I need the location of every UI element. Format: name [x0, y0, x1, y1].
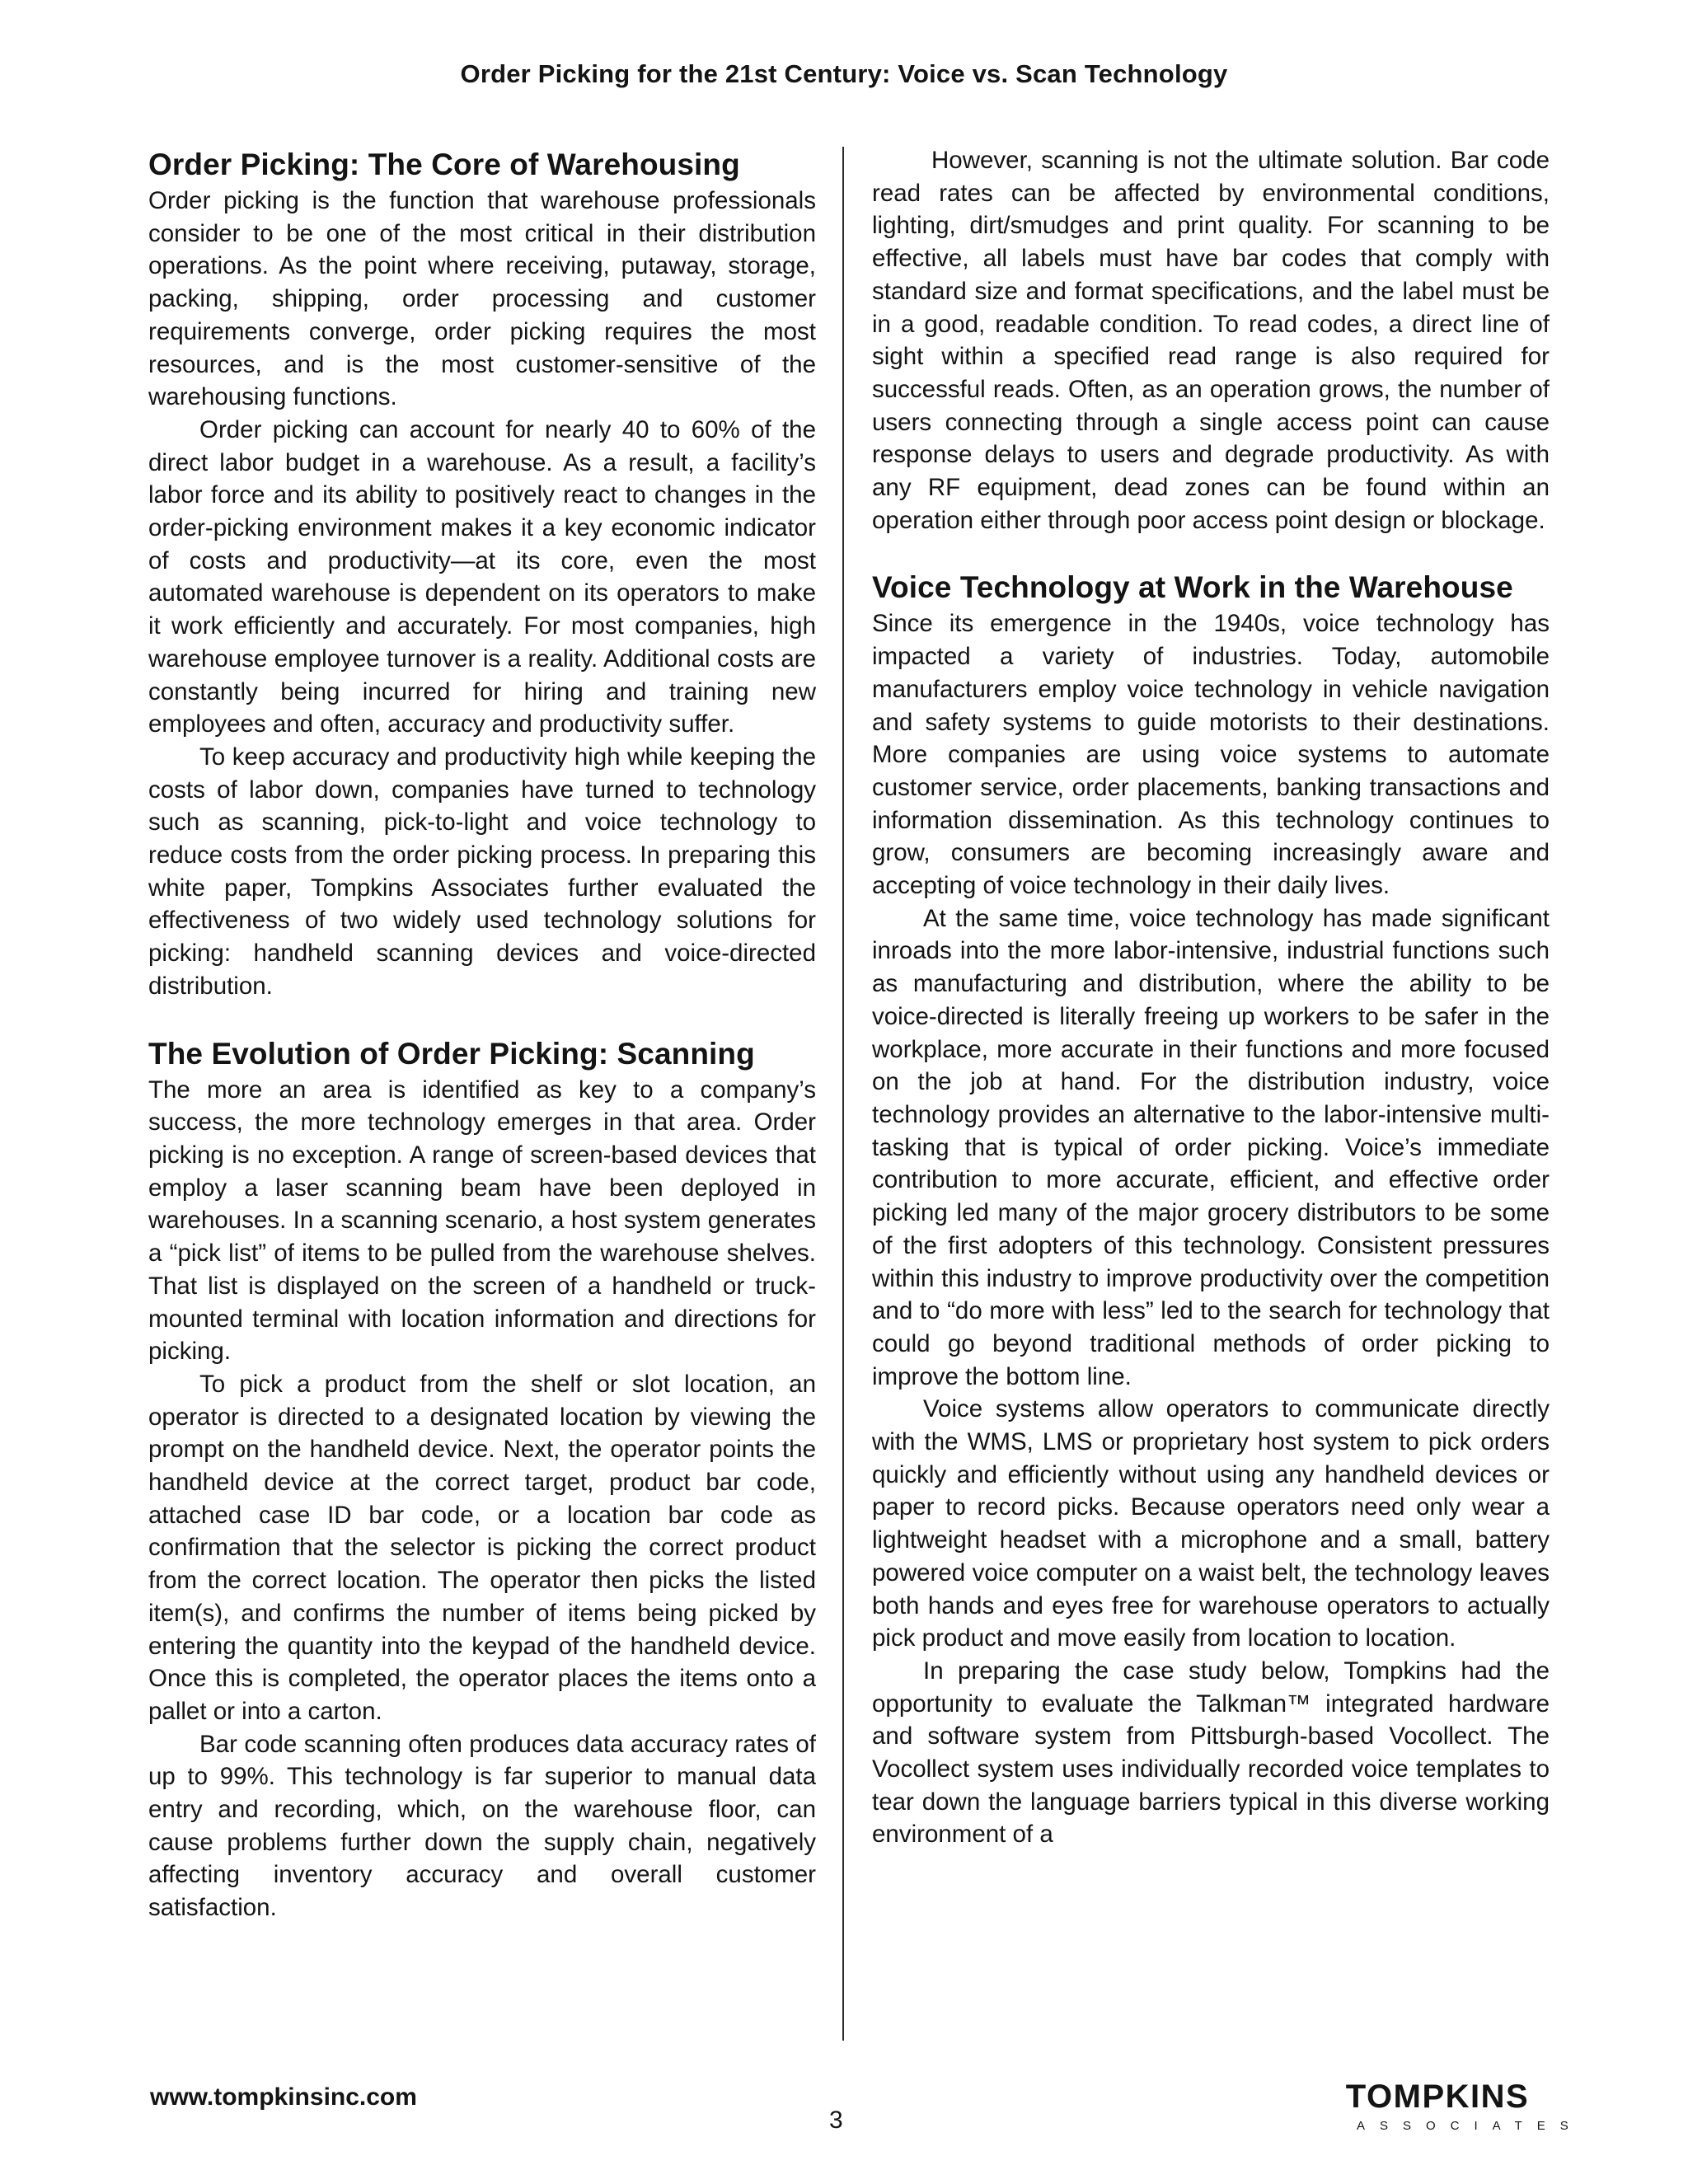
paragraph: Bar code scanning often produces data accuracy rates of up to 99%. This technology is far superior to manual data entry and recording, which, on the warehouse floor, can cause problems further down the supply chain, negatively affecting inventory accuracy and overall customer satisfaction. — [148, 1730, 816, 1922]
paragraph: At the same time, voice technology has made significant inroads into the more labor-intensive, industrial functions such as manufacturing and distribution, where the ability to be voice-directed is literally freeing up workers to be safer in the workplace, more accurate in their functions and more focused on the job at hand. For the distribution industry, voice technology provides an alternative to the labor-intensive multi-tasking that is typical of order picking. Voice’s immediate contribution to more accurate, efficient, and effective order picking led many of the major grocery distributors to be some of the first adopters of this technology. Consistent pressures within this industry to improve productivity over the competition and to “do more with less” led to the search for technology that could go beyond traditional methods of order picking to improve the bottom line. — [872, 904, 1550, 1390]
paragraph: Order picking can account for nearly 40 to 60% of the direct labor budget in a warehouse. As a result, a facility’s labor force and its ability to positively react to changes in the order-picking environment makes it a key economic indicator of costs and productivity—at its core, even the most automated warehouse is dependent on its operators to make it work efficiently and accurately. For most companies, high warehouse employee turnover is a reality. Additional costs are constantly being incurred for hiring and training new employees and often, accuracy and productivity suffer. — [148, 415, 816, 738]
logo-subtitle: ASSOCIATES — [1357, 2119, 1583, 2133]
column-divider — [842, 147, 844, 2041]
paragraph: To pick a product from the shelf or slot location, an operator is directed to a designated location by viewing the prompt on the handheld device. Next, the operator points the handheld device at the correct target, product bar code, attached case ID bar code, or a location bar code as confirmation that the selector is picking the correct product from the correct location. The operator then picks the listed item(s), and confirms the number of items being picked by entering the quantity into the keypad of the handheld device. Once this is completed, the operator places the items onto a pallet or into a carton. — [148, 1370, 816, 1725]
section-heading-evolution-scanning: The Evolution of Order Picking: Scanning — [148, 1036, 755, 1071]
right-column — [872, 144, 1550, 1851]
paragraph: However, scanning is not the ultimate solution. Bar code read rates can be affected by environmental conditions, lighting, dirt/smudges and print quality. For scanning to be effective, all labels must have bar codes that comply with standard size and format specifications, and the label must be in a good, readable condition. To read codes, a direct line of sight within a specified read range is also required for successful reads. Often, as an operation grows, the number of users connecting through a single access point can cause response delays to users and degrade productivity. As with any RF equipment, dead zones can be found within an operation either through poor access point design or blockage. — [872, 147, 1550, 534]
footer-website-link[interactable]: www.tompkinsinc.com — [150, 2083, 417, 2111]
paragraph: In preparing the case study below, Tompkins had the opportunity to evaluate the Talkman™ integrated hardware and software system from Pittsburgh-based Vocollect. The Vocollect system uses individually recorded voice templates to tear down the language barriers typical in this diverse working environment of a — [872, 1657, 1550, 1849]
paragraph: The more an area is identified as key to a company’s success, the more technology emerges in that area. Order picking is no exception. A range of screen-based devices that employ a laser scanning beam have been deployed in warehouses. In a scanning scenario, a host system generates a “pick list” of items to be pulled from the warehouse shelves. That list is displayed on the screen of a handheld or truck-mounted terminal with location information and directions for picking. — [148, 1076, 816, 1366]
tompkins-associates-logo — [1342, 2079, 1583, 2135]
section-gap — [148, 1003, 816, 1034]
left-column — [148, 145, 816, 1924]
paragraph: Since its emergence in the 1940s, voice technology has impacted a variety of industries. Today, automobile manufacturers employ voice technology in vehicle navigation and safety systems to guide motorists to their destinations. More companies are using voice systems to automate customer service, order placements, banking transactions and information dissemination. As this technology continues to grow, consumers are becoming increasingly aware and accepting of voice technology in their daily lives. — [872, 610, 1550, 900]
paragraph: To keep accuracy and productivity high while keeping the costs of labor down, companies have turned to technology such as scanning, pick-to-light and voice technology to reduce costs from the order picking process. In preparing this white paper, Tompkins Associates further evaluated the effectiveness of two widely used technology solutions for picking: handheld scanning devices and voice-directed distribution. — [148, 743, 816, 1000]
section-heading-core-of-warehousing: Order Picking: The Core of Warehousing — [148, 148, 740, 181]
section-heading-voice-technology: Voice Technology at Work in the Warehouse — [872, 570, 1513, 605]
paragraph: Order picking is the function that warehouse professionals consider to be one of the most critical in their distribution operations. As the point where receiving, putaway, storage, packing, shipping, order processing and customer requirements converge, order picking requires the most resources, and is the most customer-sensitive of the warehousing functions. — [148, 187, 816, 411]
page-number: 3 — [829, 2107, 843, 2134]
paragraph: Voice systems allow operators to communicate directly with the WMS, LMS or proprietary host system to pick orders quickly and efficiently without using any handheld devices or paper to record picks. Because operators need only wear a lightweight headset with a microphone and a small, battery powered voice computer on a waist belt, the technology leaves both hands and eyes free for warehouse operators to actually pick product and move easily from location to location. — [872, 1395, 1550, 1652]
running-header: Order Picking for the 21st Century: Voice vs. Scan Technology — [460, 59, 1228, 88]
logo-wordmark: TOMPKINS — [1345, 2079, 1530, 2115]
section-gap — [872, 537, 1550, 568]
